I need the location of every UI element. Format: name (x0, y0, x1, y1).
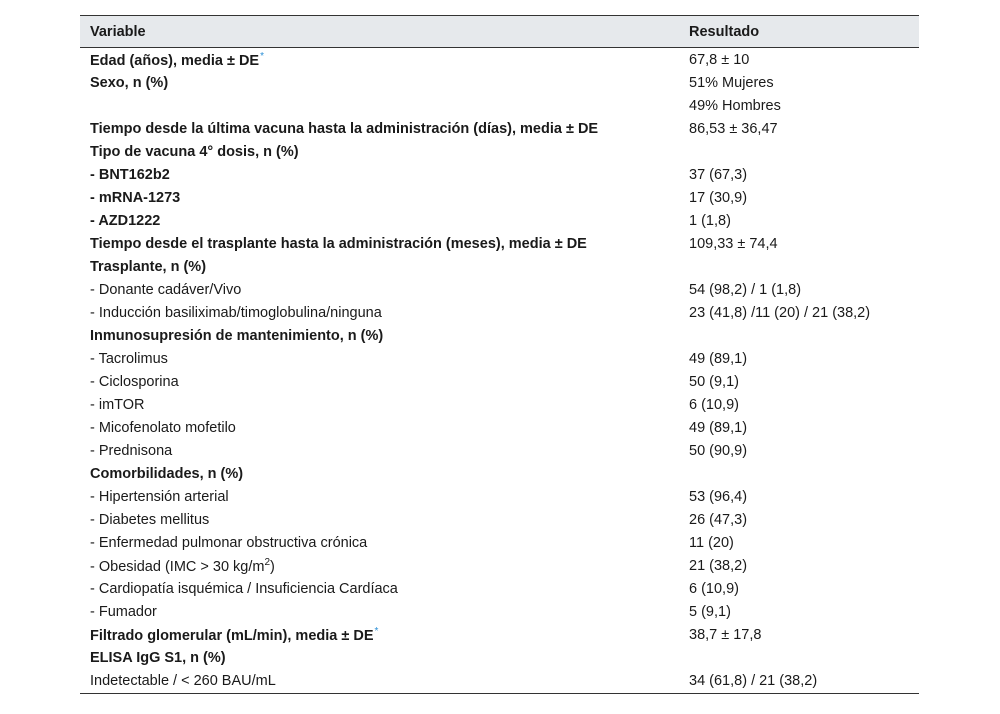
variable-cell (80, 278, 679, 301)
variable-label: - Ciclosporina (90, 373, 179, 390)
table-row (80, 301, 919, 324)
footnote-link[interactable]: * (374, 625, 379, 637)
table-body (80, 48, 919, 694)
variable-label: Tipo de vacuna 4° dosis, n (%) (90, 143, 299, 160)
table-row (80, 278, 919, 301)
result-cell: 50 (9,1) (689, 373, 739, 390)
result-cell: 53 (96,4) (689, 488, 748, 505)
variable-cell (80, 669, 679, 694)
table-row (80, 554, 919, 577)
variable-label: - Micofenolato mofetilo (90, 419, 236, 436)
result-cell: 26 (47,3) (689, 511, 748, 528)
table-row (80, 531, 919, 554)
table-row (80, 232, 919, 255)
table-row (80, 186, 919, 209)
variable-cell (80, 416, 679, 439)
result-cell (679, 324, 919, 347)
variable-label: ELISA IgG S1, n (%) (90, 649, 226, 666)
table-row (80, 255, 919, 278)
table-row (80, 646, 919, 669)
table-row (80, 209, 919, 232)
header-variable: Variable (90, 23, 146, 40)
table-row (80, 347, 919, 370)
result-cell: 49 (89,1) (689, 350, 748, 367)
variable-label: Filtrado glomerular (mL/min), media ± DE (90, 627, 374, 644)
variable-label: Edad (años), media ± DE (90, 52, 260, 69)
table-row (80, 140, 919, 163)
table-row (80, 117, 919, 140)
variable-cell (80, 508, 679, 531)
table-row (80, 370, 919, 393)
variable-label: - Cardiopatía isquémica / Insuficiencia Cardíaca (90, 580, 398, 597)
result-cell: 11 (20) (689, 534, 734, 551)
table-row (80, 462, 919, 485)
table-row (80, 94, 919, 117)
superscript: 2 (264, 556, 271, 568)
result-cell: 67,8 ± 10 (689, 51, 750, 68)
result-cell (679, 462, 919, 485)
result-cell: 54 (98,2) / 1 (1,8) (689, 281, 802, 298)
result-cell: 5 (9,1) (689, 603, 731, 620)
result-cell: 17 (30,9) (689, 189, 748, 206)
results-table-container (80, 15, 919, 694)
variable-cell (80, 646, 679, 669)
variable-label: - Prednisona (90, 442, 173, 459)
result-cell: 37 (67,3) (689, 166, 748, 183)
result-cell: 86,53 ± 36,47 (689, 120, 778, 137)
variable-cell (80, 600, 679, 623)
variable-cell (80, 163, 679, 186)
result-cell: 23 (41,8) /11 (20) / 21 (38,2) (689, 304, 871, 321)
table-row (80, 577, 919, 600)
result-cell: 1 (1,8) (689, 212, 731, 229)
variable-cell (80, 48, 679, 72)
variable-label: Indetectable / < 260 BAU/mL (90, 673, 276, 689)
variable-label: - Inducción basiliximab/timoglobulina/ninguna (90, 304, 382, 321)
header-result: Resultado (689, 23, 760, 40)
variable-label: - Donante cadáver/Vivo (90, 281, 242, 298)
variable-label: - Enfermedad pulmonar obstructiva crónica (90, 534, 368, 551)
variable-cell (80, 462, 679, 485)
result-cell: 50 (90,9) (689, 442, 748, 459)
variable-cell (80, 370, 679, 393)
variable-label: Tiempo desde la última vacuna hasta la administración (días), media ± DE (90, 120, 599, 137)
variable-cell (80, 324, 679, 347)
table-row (80, 485, 919, 508)
table-row (80, 669, 919, 694)
variable-cell (80, 554, 679, 577)
variable-cell (80, 301, 679, 324)
variable-label: - AZD1222 (90, 212, 161, 229)
variable-label: - Obesidad (IMC > 30 kg/m (90, 558, 265, 575)
result-cell (679, 255, 919, 278)
variable-cell (80, 577, 679, 600)
table-row (80, 163, 919, 186)
variable-cell (80, 232, 679, 255)
variable-cell (80, 186, 679, 209)
results-table (80, 15, 919, 694)
result-cell: 49% Hombres (689, 97, 781, 114)
variable-cell (80, 623, 679, 646)
result-cell: 6 (10,9) (689, 580, 739, 597)
variable-cell (80, 393, 679, 416)
table-row (80, 393, 919, 416)
table-row (80, 600, 919, 623)
variable-cell (80, 117, 679, 140)
table-row (80, 48, 919, 72)
result-cell: 49 (89,1) (689, 419, 748, 436)
result-cell: 6 (10,9) (689, 396, 739, 413)
variable-label: Comorbilidades, n (%) (90, 465, 244, 482)
table-row (80, 439, 919, 462)
result-cell (679, 646, 919, 669)
variable-label: - mRNA-1273 (90, 189, 181, 206)
variable-label: Sexo, n (%) (90, 74, 169, 91)
table-header-row (80, 16, 919, 48)
variable-label: - imTOR (90, 396, 145, 413)
variable-label: - Hipertensión arterial (90, 488, 229, 505)
table-row (80, 623, 919, 646)
variable-label: Inmunosupresión de mantenimiento, n (%) (90, 327, 384, 344)
variable-label: - BNT162b2 (90, 166, 170, 183)
variable-label: - Diabetes mellitus (90, 511, 210, 528)
table-row (80, 324, 919, 347)
table-row (80, 71, 919, 94)
variable-cell (80, 347, 679, 370)
variable-cell (80, 94, 679, 117)
footnote-link[interactable]: * (260, 50, 265, 62)
variable-label: Tiempo desde el trasplante hasta la administración (meses), media ± DE (90, 235, 587, 252)
variable-cell (80, 485, 679, 508)
result-cell: 109,33 ± 74,4 (689, 235, 778, 252)
table-row (80, 508, 919, 531)
result-cell: 34 (61,8) / 21 (38,2) (679, 669, 919, 694)
result-cell: 21 (38,2) (689, 557, 748, 574)
variable-label: - Fumador (90, 603, 157, 620)
variable-label: Trasplante, n (%) (90, 258, 207, 275)
variable-cell (80, 71, 679, 94)
table-row (80, 416, 919, 439)
variable-cell (80, 531, 679, 554)
variable-cell (80, 209, 679, 232)
result-cell: 51% Mujeres (689, 74, 774, 91)
variable-cell (80, 140, 679, 163)
variable-label-suffix: ) (270, 558, 275, 575)
variable-cell (80, 439, 679, 462)
result-cell: 38,7 ± 17,8 (689, 626, 762, 643)
result-cell (679, 140, 919, 163)
variable-cell (80, 255, 679, 278)
variable-label: - Tacrolimus (90, 350, 168, 367)
